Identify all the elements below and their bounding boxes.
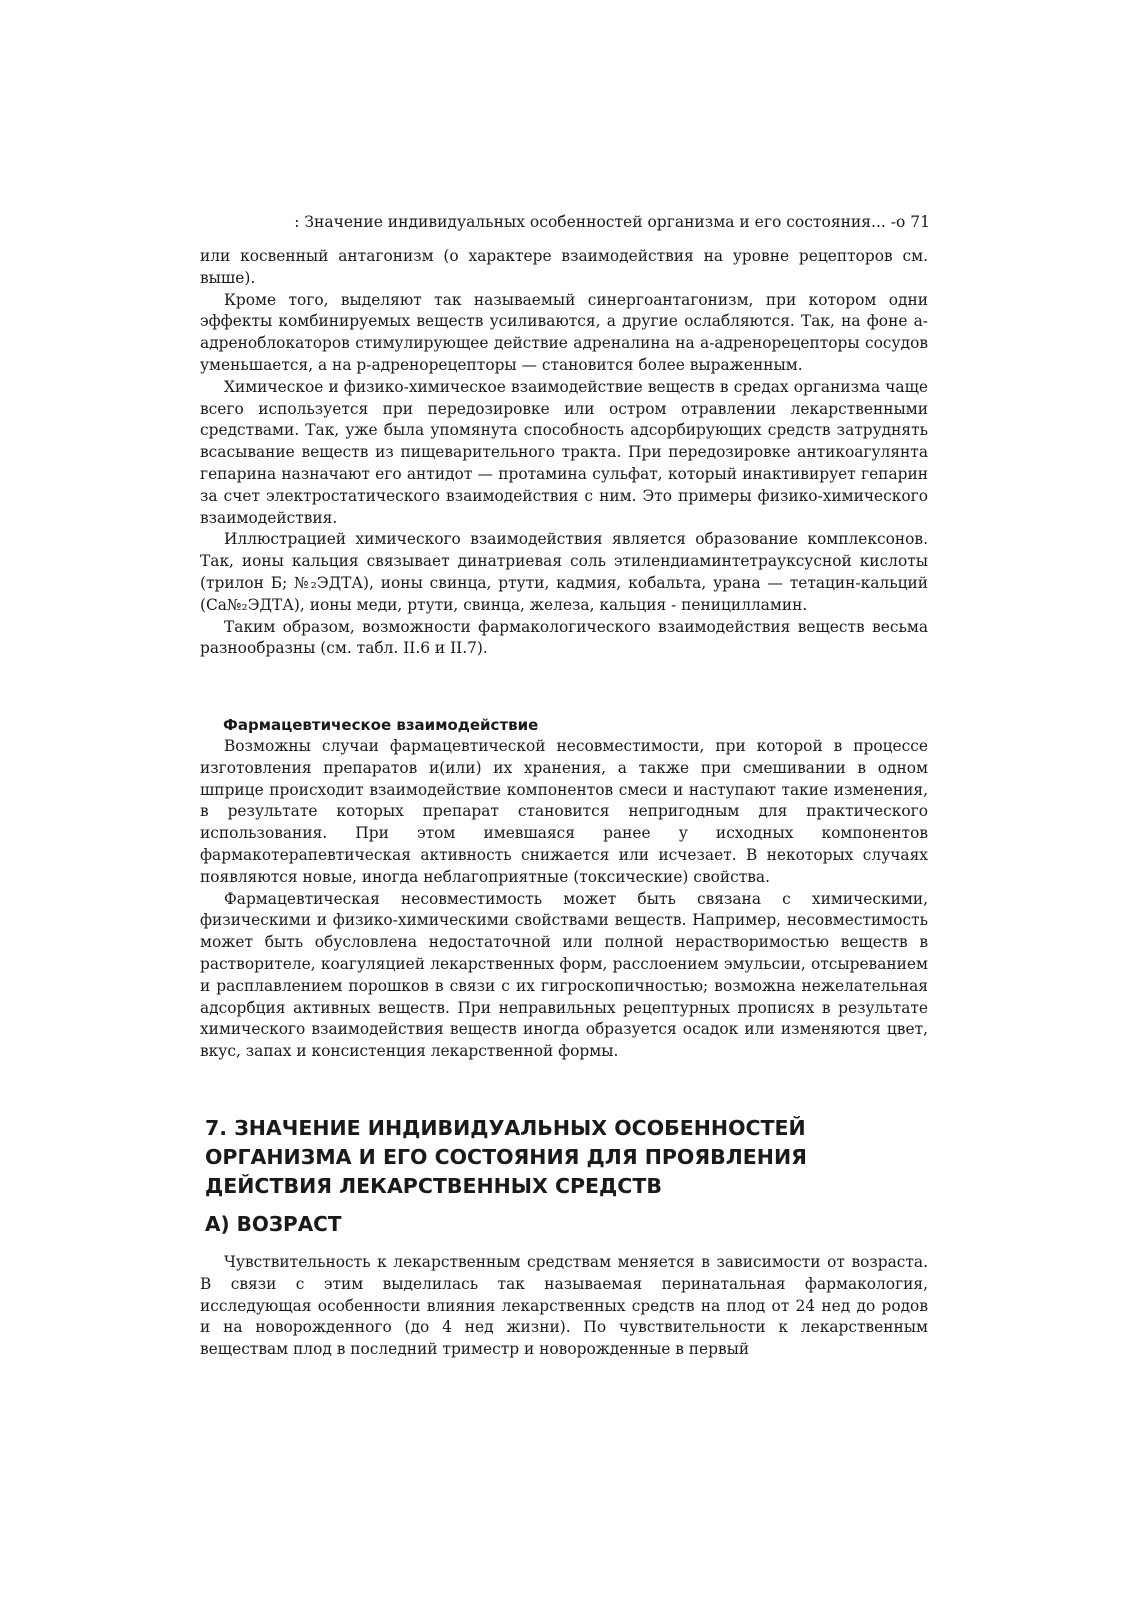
section-heading: А) ВОЗРАСТ bbox=[205, 1212, 342, 1236]
paragraph: Иллюстрацией химического взаимодействия является образование комплексонов. Так, ионы кальция связывает динатриевая соль этилендиаминтетрауксусной кислоты (трилон Б; №₂ЭДТА), ионы свинца, ртути, кадмия, кобальта, урана — тетацин-кальций (Са№₂ЭДТА), ионы меди, ртути, свинца, железа, кальция - пеницилламин. bbox=[200, 530, 928, 614]
running-title: : Значение индивидуальных особенностей организма и его состояния... bbox=[294, 213, 891, 231]
page-number: -о 71 bbox=[890, 213, 930, 231]
paragraph: или косвенный антагонизм (о характере взаимодействия на уровне рецепторов см. выше). bbox=[200, 247, 928, 287]
paragraph: Чувствительность к лекарственным средствам меняется в зависимости от возраста. В связи с этим выделилась так называемая перинатальная фармакология, исследующая особенности влияния лекарственных средств на плод от 24 нед до родов и на новорожденного (до 4 нед жизни). По чувствительности к лекарственным веществам плод в последний триместр и новорожденные в первый bbox=[200, 1253, 928, 1359]
text-block-age bbox=[200, 1252, 928, 1361]
paragraph: Возможны случаи фармацевтической несовместимости, при которой в процессе изготовления препаратов и(или) их хранения, а также при смешивании в одном шприце происходит взаимодействие компонентов смеси и наступают такие изменения, в результате которых препарат становится непригодным для практического использования. При этом имевшаяся ранее у исходных компонентов фармакотерапевтическая активность снижается или исчезает. В некоторых случаях появляются новые, иногда неблагоприятные (токсические) свойства. bbox=[200, 737, 928, 886]
paragraph: Химическое и физико-химическое взаимодействие веществ в средах организма чаще всего используется при передозировке или остром отравлении лекарственными средствами. Так, уже была упомянута способность адсорбирующих средств затруднять всасывание веществ из пищеварительного тракта. При передозировке антикоагулянта гепарина назначают его антидот — протамина сульфат, который инактивирует гепарин за счет электростатического взаимодействия с ним. Это примеры физико-химического взаимодействия. bbox=[200, 377, 928, 527]
chapter-heading bbox=[205, 1114, 807, 1201]
text-block-pharmaceutical bbox=[200, 736, 928, 1063]
chapter-heading-line: ОРГАНИЗМА И ЕГО СОСТОЯНИЯ ДЛЯ ПРОЯВЛЕНИЯ bbox=[205, 1145, 807, 1169]
chapter-heading-line: 7. ЗНАЧЕНИЕ ИНДИВИДУАЛЬНЫХ ОСОБЕННОСТЕЙ bbox=[205, 1116, 806, 1140]
text-block-interaction bbox=[200, 246, 928, 660]
paragraph: Фармацевтическая несовместимость может быть связана с химическими, физическими и физико-химическими свойствами веществ. Например, несовместимость может быть обусловлена недостаточной или полной нерастворимостью веществ в растворителе, коагуляцией лекарственных форм, расслоением эмульсии, отсыреванием и расплавлением порошков в связи с их гигроскопичностью; возможна нежелательная адсорбция активных веществ. При неправильных рецептурных прописях в результате химического взаимодействия веществ иногда образуется осадок или изменяются цвет, вкус, запах и консистенция лекарственной формы. bbox=[200, 889, 928, 1061]
paragraph: Кроме того, выделяют так называемый синергоантагонизм, при котором одни эффекты комбинируемых веществ усиливаются, а другие ослабляются. Так, на фоне а-адреноблокаторов стимулирующее действие адреналина на а-адренорецепторы сосудов уменьшается, а на р-адренорецепторы — становится более выраженным. bbox=[200, 290, 928, 374]
paragraph: Таким образом, возможности фармакологического взаимодействия веществ весьма разнообразны (см. табл. II.6 и II.7). bbox=[200, 617, 928, 658]
running-header bbox=[200, 212, 930, 232]
subheading: Фармацевтическое взаимодействие bbox=[223, 716, 539, 734]
chapter-heading-line: ДЕЙСТВИЯ ЛЕКАРСТВЕННЫХ СРЕДСТВ bbox=[205, 1174, 662, 1198]
